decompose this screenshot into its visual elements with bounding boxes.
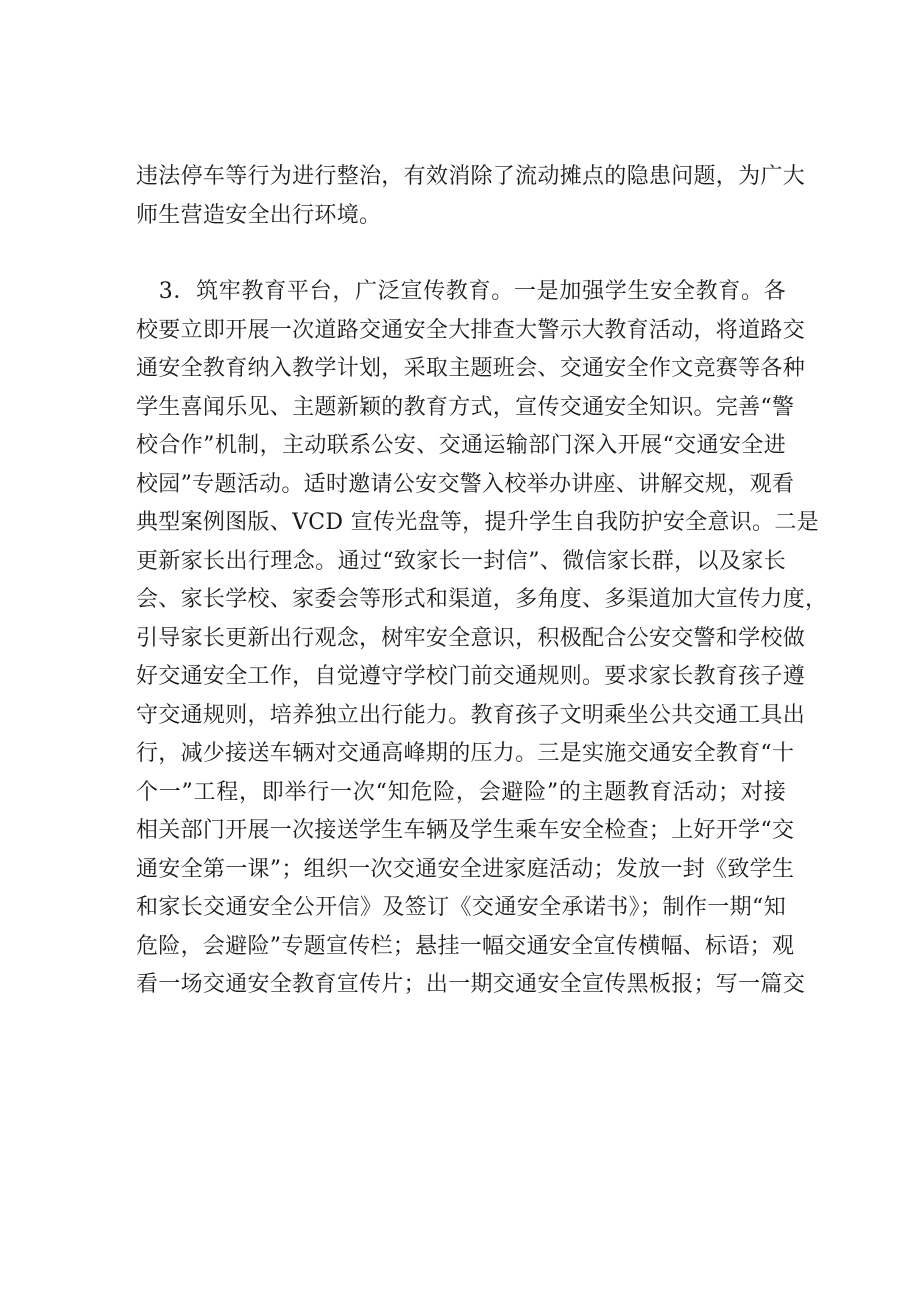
text-line: 引导家长更新出行观念，树牢安全意识，积极配合公安交警和学校做 xyxy=(136,625,806,651)
text-line: 守交通规则，培养独立出行能力。教育孩子文明乘坐公共交通工具出 xyxy=(136,702,806,728)
text-line: 典型案例图版、VCD 宣传光盘等，提升学生自我防护安全意识。二是 xyxy=(136,510,819,535)
text-line: 个一”工程，即举行一次“知危险，会避险”的主题教育活动；对接 xyxy=(136,779,786,805)
text-line: 师生营造安全出行环境。 xyxy=(136,202,382,228)
text-line: 校合作”机制，主动联系公安、交通运输部门深入开展“交通安全进 xyxy=(136,433,786,458)
text-line: 行，减少接送车辆对交通高峰期的压力。三是实施交通安全教育“十 xyxy=(136,741,795,766)
text-line: 危险，会避险”专题宣传栏；悬挂一幅交通安全宣传横幅、标语；观 xyxy=(136,933,795,959)
text-line: 学生喜闻乐见、主题新颖的教育方式，宣传交通安全知识。完善“警 xyxy=(136,394,795,420)
text-line: 相关部门开展一次接送学生车辆及学生乘车安全检查；上好开学“交 xyxy=(136,818,795,843)
text-line: 看一场交通安全教育宣传片；出一期交通安全宣传黑板报；写一篇交 xyxy=(136,972,806,997)
text-line: 校园”专题活动。适时邀请公安交警入校举办讲座、讲解交规，观看 xyxy=(136,471,795,497)
text-line: 校要立即开展一次道路交通安全大排查大警示大教育活动，将道路交 xyxy=(136,317,806,343)
text-line: 会、家长学校、家委会等形式和渠道，多角度、多渠道加大宣传力度， xyxy=(136,587,828,612)
text-line: 违法停车等行为进行整治，有效消除了流动摊点的隐患问题，为广大 xyxy=(136,164,806,189)
text-line: 和家长交通安全公开信》及签订《交通安全承诺书》；制作一期“知 xyxy=(136,895,786,920)
paragraph-education-platform xyxy=(136,273,828,1005)
text-line: 3．筑牢教育平台，广泛宣传教育。一是加强学生安全教育。各 xyxy=(136,279,786,304)
text-line: 通安全第一课”；组织一次交通安全进家庭活动；发放一封《致学生 xyxy=(136,856,795,882)
text-line: 更新家长出行理念。通过“致家长一封信”、微信家长群，以及家长 xyxy=(136,548,786,574)
paragraph-continuation xyxy=(136,158,806,235)
text-line: 好交通安全工作，自觉遵守学校门前交通规则。要求家长教育孩子遵 xyxy=(136,664,806,689)
text-line: 通安全教育纳入教学计划，采取主题班会、交通安全作文竞赛等各种 xyxy=(136,356,806,381)
